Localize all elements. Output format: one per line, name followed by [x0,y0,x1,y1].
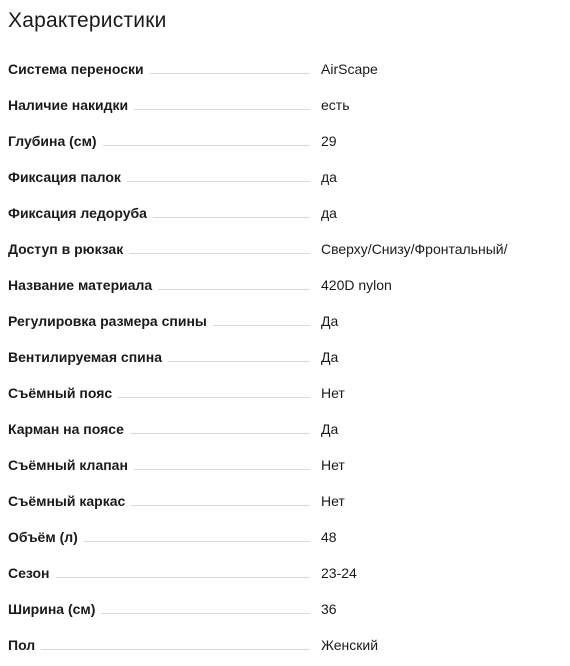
spec-row [8,375,570,411]
spec-leader-line [150,73,310,74]
spec-leader-line [129,253,310,254]
spec-value: да [321,205,337,221]
spec-value: Нет [321,457,345,473]
spec-leader-line [56,577,310,578]
spec-name: Доступ в рюкзак [8,241,124,257]
spec-leader-line [134,109,310,110]
spec-name: Карман на поясе [8,421,124,437]
spec-list [8,51,570,663]
spec-row [8,483,570,519]
spec-name: Ширина (см) [8,601,96,617]
spec-name: Система переноски [8,61,144,77]
spec-row [8,447,570,483]
spec-row [8,339,570,375]
spec-value: 420D nylon [321,277,392,293]
spec-name: Вентилируемая спина [8,349,162,365]
spec-leader-line [213,325,310,326]
spec-name: Съёмный клапан [8,457,128,473]
spec-leader-line [158,289,310,290]
spec-value: Нет [321,493,345,509]
spec-leader-line [84,541,310,542]
spec-value: 48 [321,529,337,545]
spec-name: Наличие накидки [8,97,129,113]
spec-row [8,159,570,195]
spec-name: Съёмный пояс [8,385,113,401]
spec-value: 29 [321,133,337,149]
spec-leader-line [127,181,310,182]
spec-value: Да [321,313,339,329]
spec-value: Да [321,421,339,437]
spec-value: AirScape [321,61,378,77]
spec-value: 23-24 [321,565,357,581]
spec-leader-line [168,361,310,362]
spec-leader-line [153,217,310,218]
section-title: Характеристики [8,9,167,32]
spec-name: Пол [8,637,36,653]
spec-leader-line [101,613,310,614]
spec-row [8,303,570,339]
spec-value: Сверху/Снизу/Фронтальный/ [321,241,508,257]
spec-row [8,519,570,555]
spec-value: 36 [321,601,337,617]
spec-name: Регулировка размера спины [8,313,207,329]
spec-value: Женский [321,637,379,653]
spec-row [8,627,570,663]
spec-value: есть [321,97,350,113]
spec-name: Съёмный каркас [8,493,126,509]
spec-name: Глубина (см) [8,133,97,149]
spec-row [8,591,570,627]
spec-leader-line [41,649,310,650]
spec-value: да [321,169,337,185]
spec-row [8,411,570,447]
spec-row [8,195,570,231]
spec-row [8,555,570,591]
spec-value: Нет [321,385,345,401]
spec-name: Фиксация палок [8,169,121,185]
spec-row [8,267,570,303]
spec-leader-line [131,505,310,506]
spec-leader-line [118,397,310,398]
spec-name: Название материала [8,277,153,293]
spec-value: Да [321,349,339,365]
spec-leader-line [134,469,310,470]
spec-leader-line [130,433,310,434]
spec-row [8,87,570,123]
spec-name: Объём (л) [8,529,78,545]
spec-row [8,123,570,159]
spec-leader-line [103,145,310,146]
spec-row [8,51,570,87]
spec-row [8,231,570,267]
spec-name: Фиксация ледоруба [8,205,147,221]
spec-name: Сезон [8,565,50,581]
